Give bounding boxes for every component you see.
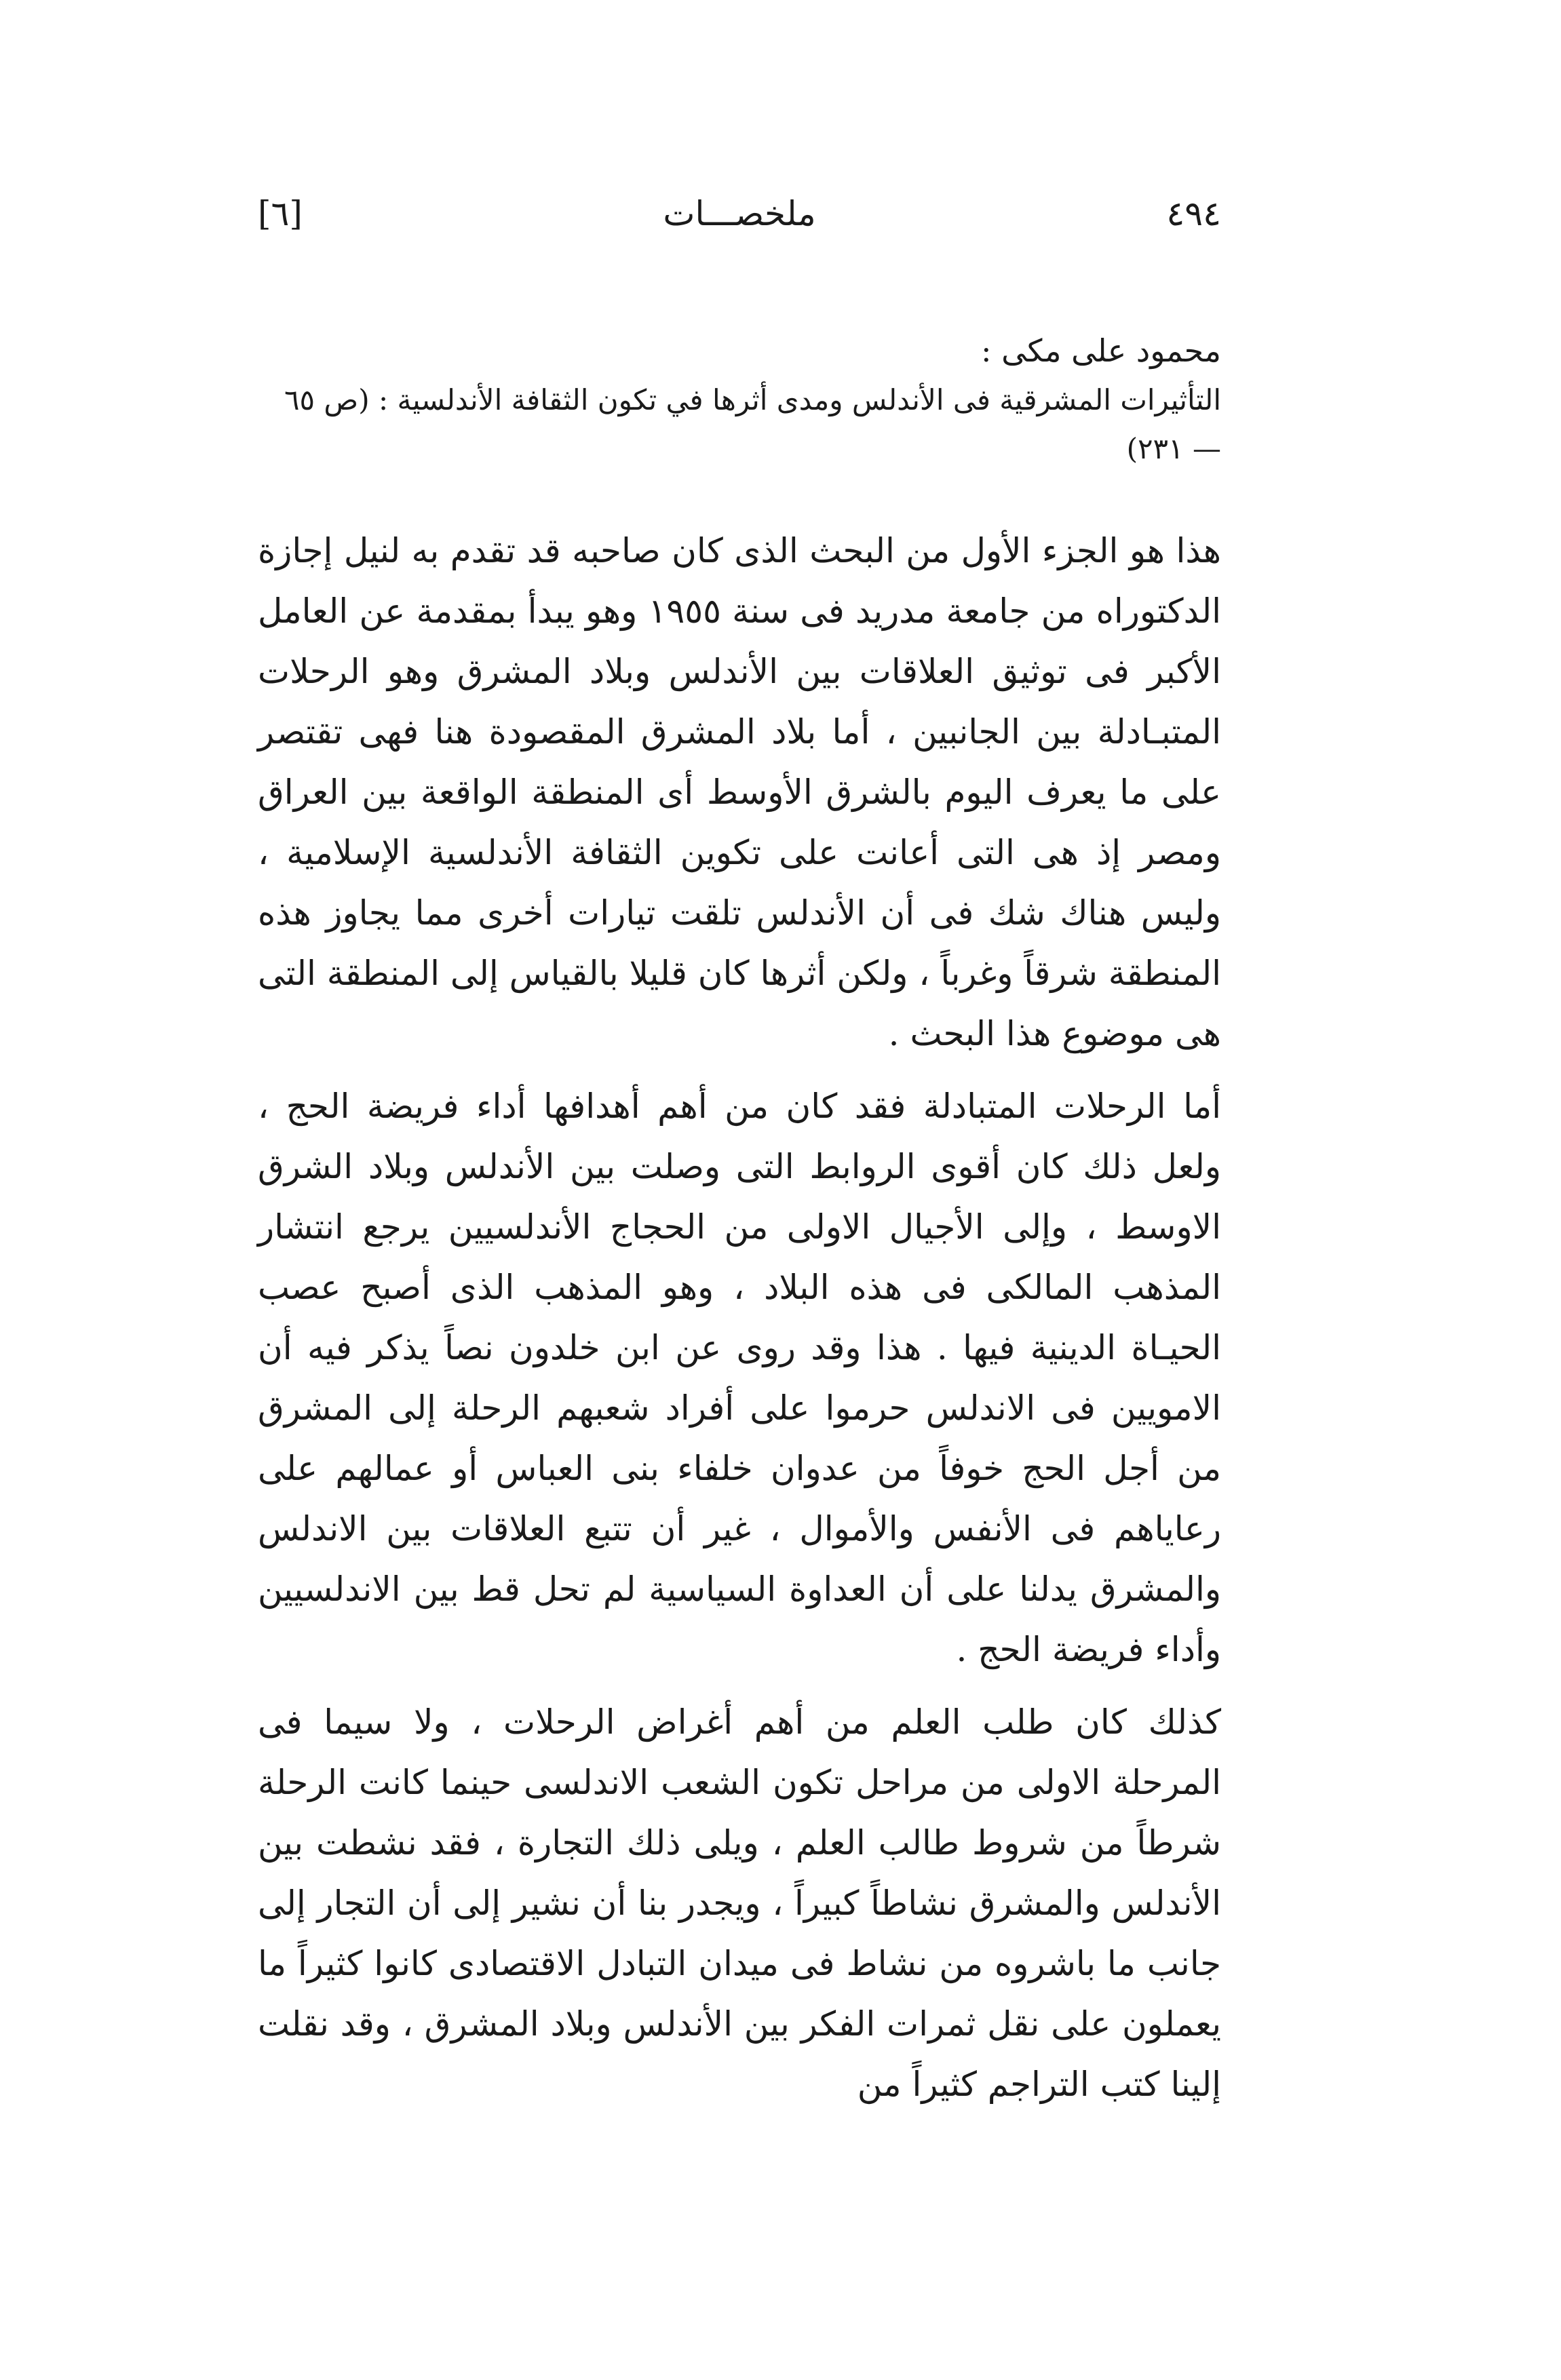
article-title: التأثيرات المشرقية فى الأندلس ومدى أثرها في تكون الثقافة الأندلسية : (ص ٦٥ — ٢٣١): [284, 383, 1221, 465]
running-header: [258, 183, 1221, 244]
author-name: محمود على مكى :: [981, 332, 1221, 369]
paragraph-3: كذلك كان طلب العلم من أهم أغراض الرحلات ، ولا سيما فى المرحلة الاولى من مراحل تكون الشعب الاندلسى حينما كانت الرحلة شرطاً من شروط طالب العلم ، ويلى ذلك التجارة ، فقد نشطت بين الأندلس والمشرق نشاطاً كبيراً ، ويجدر بنا أن نشير إلى أن التجار إلى جانب ما باشروه من نشاط فى ميدان التبادل الاقتصادى كانوا كثيراً ما يعملون على نقل ثمرات الفكر بين الأندلس وبلاد المشرق ، وقد نقلت إلينا كتب التراجم كثيراً من: [258, 1702, 1221, 2104]
page-number: ٤٩٤: [1166, 194, 1221, 233]
paragraph-2: أما الرحلات المتبادلة فقد كان من أهم أهدافها أداء فريضة الحج ، ولعل ذلك كان أقوى الروابط التى وصلت بين الأندلس وبلاد الشرق الاوسط ، وإلى الأجيال الاولى من الحجاج الأندلسيين يرجع انتشار المذهب المالكى فى هذه البلاد ، وهو المذهب الذى أصبح عصب الحيـاة الدينية فيها . هذا وقد روى عن ابن خلدون نصاً يذكر فيه أن الامويين فى الاندلس حرموا على أفراد شعبهم الرحلة إلى المشرق من أجل الحج خوفاً من عدوان خلفاء بنى العباس أو عمالهم على رعاياهم فى الأنفس والأموال ، غير أن تتبع العلاقات بين الاندلس والمشرق يدلنا على أن العداوة السياسية لم تحل قط بين الاندلسيين وأداء فريضة الحج .: [258, 1087, 1221, 1669]
article-body: [258, 326, 1221, 2127]
bracket-number: [٦]: [258, 194, 303, 233]
paragraph-1: هذا هو الجزء الأول من البحث الذى كان صاحبه قد تقدم به لنيل إجازة الدكتوراه من جامعة مدريد فى سنة ١٩٥٥ وهو يبدأ بمقدمة عن العامل الأكبر فى توثيق العلاقات بين الأندلس وبلاد المشرق وهو الرحلات المتبـادلة بين الجانبين ، أما بلاد المشرق المقصودة هنا فهى تقتصر على ما يعرف اليوم بالشرق الأوسط أى المنطقة الواقعة بين العراق ومصر إذ هى التى أعانت على تكوين الثقافة الأندلسية الإسلامية ، وليس هناك شك فى أن الأندلس تلقت تيارات أخرى مما يجاوز هذه المنطقة شرقاً وغرباً ، ولكن أثرها كان قليلا بالقياس إلى المنطقة التى هى موضوع هذا البحث .: [258, 531, 1221, 1053]
section-title: ملخصـــات: [663, 194, 816, 233]
